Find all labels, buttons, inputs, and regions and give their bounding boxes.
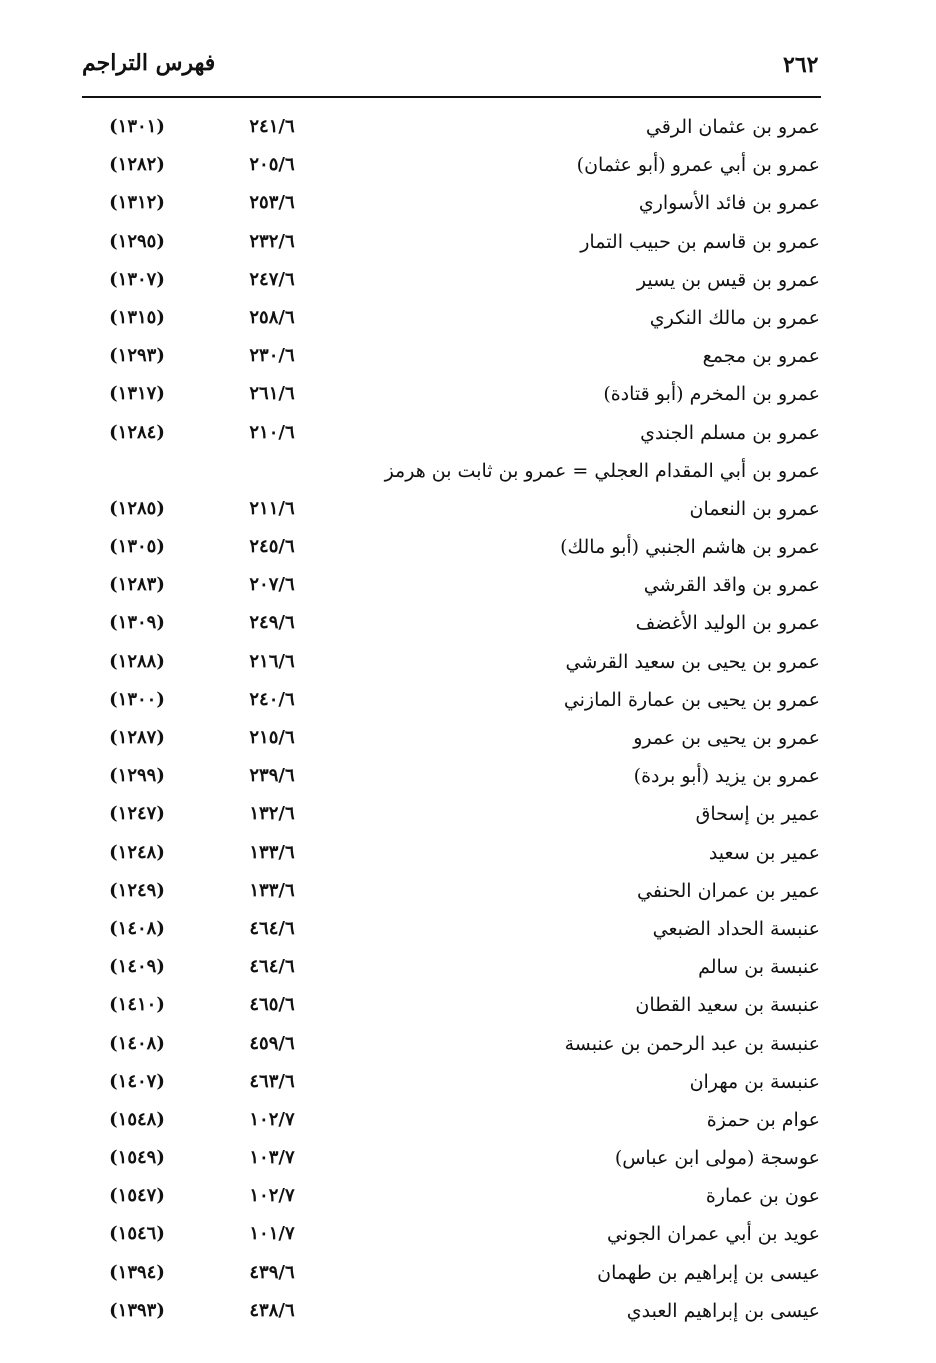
entry-volume-page: ٢٠٧/٦ xyxy=(249,574,295,596)
entry-number: (١٣١٥) xyxy=(109,306,165,328)
index-entry xyxy=(82,1027,822,1065)
index-entry xyxy=(82,301,822,339)
entry-name: عمرو بن المخرم (أبو قتادة) xyxy=(603,383,820,406)
entry-name: عمرو بن يحيى بن عمرو xyxy=(633,727,820,749)
index-entry xyxy=(82,186,822,224)
entry-name: عمير بن عمران الحنفي xyxy=(637,879,820,902)
index-entry xyxy=(82,912,822,950)
entry-name: عمرو بن واقد القرشي xyxy=(643,574,820,597)
entry-name: عمرو بن فائد الأسواري xyxy=(638,192,820,215)
entry-number: (١٢٩٣) xyxy=(109,345,165,367)
index-entry xyxy=(82,759,822,797)
entry-volume-page: ٢٣٩/٦ xyxy=(249,765,295,787)
entry-number: (١٢٤٨) xyxy=(109,841,165,863)
entry-name: عنبسة بن مهران xyxy=(689,1070,820,1093)
entry-volume-page: ٤٣٩/٦ xyxy=(249,1261,295,1283)
index-entry xyxy=(82,263,822,301)
index-entry xyxy=(82,874,822,912)
entry-number: (١٤٠٩) xyxy=(109,956,165,978)
entry-number: (١٢٨٢) xyxy=(109,154,165,176)
entry-name: عمرو بن يحيى بن سعيد القرشي xyxy=(565,650,820,673)
entry-number: (١٤١٠) xyxy=(109,994,165,1016)
entry-name: عمرو بن مجمع xyxy=(702,345,820,368)
index-entry xyxy=(82,721,822,759)
entry-number: (١٣٠٥) xyxy=(109,536,165,558)
entry-name: عمرو بن يزيد (أبو بردة) xyxy=(633,765,820,788)
index-entry xyxy=(82,836,822,874)
entry-number: (١٢٨٣) xyxy=(109,574,165,596)
entry-name: عمرو بن مسلم الجندي xyxy=(640,421,820,444)
entry-volume-page: ٢٤٧/٦ xyxy=(249,268,295,290)
entry-name: عمرو بن قيس بن يسير xyxy=(636,268,820,291)
entry-volume-page: ٤٥٩/٦ xyxy=(249,1032,295,1054)
entry-name: عمرو بن النعمان xyxy=(689,497,820,520)
entry-number: (١٤٠٧) xyxy=(109,1070,165,1092)
entry-name: عمرو بن هاشم الجنبي (أبو مالك) xyxy=(560,536,820,559)
entry-name: عنبسة بن عبد الرحمن بن عنبسة xyxy=(564,1032,820,1055)
entry-number: (١٣٩٤) xyxy=(109,1261,165,1283)
entry-name: عيسى بن إبراهيم بن طهمان xyxy=(597,1261,820,1284)
index-entry xyxy=(82,797,822,835)
entry-number: (١٤٠٨) xyxy=(109,1032,165,1054)
entry-name: عنبسة بن سعيد القطان xyxy=(635,994,820,1017)
entry-volume-page: ٢١١/٦ xyxy=(249,497,295,519)
entry-volume-page: ٢٤١/٦ xyxy=(249,116,295,137)
running-header-title: فهرس التراجم xyxy=(82,50,216,76)
entry-name: عمرو بن أبي المقدام العجلي = عمرو بن ثابت بن هرمز xyxy=(384,459,820,482)
index-entry xyxy=(82,225,822,263)
entry-volume-page: ١٣٣/٦ xyxy=(249,841,295,863)
entry-volume-page: ٢١٥/٦ xyxy=(249,727,295,748)
entry-number: (١٣١٧) xyxy=(109,383,165,405)
entry-number: (١٣٩٣) xyxy=(109,1299,165,1321)
index-entry xyxy=(82,492,822,530)
entry-number: (١٢٤٧) xyxy=(109,803,165,825)
index-entry xyxy=(82,339,822,377)
entry-volume-page: ٢٥٣/٦ xyxy=(249,192,295,214)
entry-volume-page: ٢٤٥/٦ xyxy=(249,536,295,558)
page-number: ٢٦٢ xyxy=(783,52,819,78)
entry-number: (١٢٨٤) xyxy=(109,421,165,443)
entry-name: عنبسة الحداد الضبعي xyxy=(652,917,820,940)
index-entry xyxy=(82,1103,822,1141)
entry-number: (١٢٨٧) xyxy=(109,727,165,748)
entry-name: عمير بن سعيد xyxy=(708,841,820,864)
entry-name: عويد بن أبي عمران الجوني xyxy=(606,1223,820,1246)
entry-volume-page: ٢١٦/٦ xyxy=(249,650,295,672)
entry-volume-page: ١٠٣/٧ xyxy=(249,1147,295,1169)
entry-number: (١٣٠٩) xyxy=(109,612,165,634)
entry-volume-page: ٤٦٣/٦ xyxy=(249,1070,295,1092)
entry-number: (١٥٤٧) xyxy=(109,1185,165,1207)
entry-name: عمرو بن الوليد الأغضف xyxy=(635,612,820,635)
index-entry xyxy=(82,454,822,492)
entry-volume-page: ٢٣٢/٦ xyxy=(249,230,295,252)
entry-number: (١٢٨٨) xyxy=(109,650,165,672)
entry-number: (١٢٩٩) xyxy=(109,765,165,787)
entry-volume-page: ٤٦٥/٦ xyxy=(249,994,295,1016)
entry-name: عمرو بن يحيى بن عمارة المازني xyxy=(563,688,820,711)
index-entry xyxy=(82,950,822,988)
entry-volume-page: ١٠٢/٧ xyxy=(249,1108,295,1130)
entry-number: (١٣٠١) xyxy=(109,116,165,137)
entry-number: (١٣٠٠) xyxy=(109,688,165,710)
entry-volume-page: ٤٣٨/٦ xyxy=(249,1299,295,1321)
index-entry xyxy=(82,1217,822,1255)
index-entry xyxy=(82,1065,822,1103)
entry-volume-page: ١٠٢/٧ xyxy=(249,1185,295,1207)
index-entry xyxy=(82,606,822,644)
entry-number: (١٢٤٩) xyxy=(109,879,165,901)
entry-number: (١٥٤٩) xyxy=(109,1147,165,1169)
entry-name: عمرو بن أبي عمرو (أبو عثمان) xyxy=(576,154,820,177)
index-entry xyxy=(82,1141,822,1179)
entry-volume-page: ٢٦١/٦ xyxy=(249,383,295,405)
entry-volume-page: ٤٦٤/٦ xyxy=(249,917,295,939)
entry-name: عيسى بن إبراهيم العبدي xyxy=(626,1299,820,1322)
entry-volume-page: ٢٤٩/٦ xyxy=(249,612,295,634)
entry-number: (١٢٨٥) xyxy=(109,497,165,519)
index-entry xyxy=(82,110,822,148)
index-entry xyxy=(82,416,822,454)
index-entry xyxy=(82,530,822,568)
entry-name: عوسجة (مولى ابن عباس) xyxy=(614,1147,820,1170)
entry-number: (١٥٤٨) xyxy=(109,1108,165,1130)
index-entry xyxy=(82,1294,822,1332)
entry-number: (١٤٠٨) xyxy=(109,917,165,939)
index-entry xyxy=(82,1256,822,1294)
index-entry xyxy=(82,988,822,1026)
entry-volume-page: ١٣٣/٦ xyxy=(249,879,295,901)
entry-name: عمرو بن قاسم بن حبيب التمار xyxy=(580,230,820,253)
entry-volume-page: ١٠١/٧ xyxy=(249,1223,295,1245)
entry-volume-page: ٢٣٠/٦ xyxy=(249,345,295,367)
index-entry xyxy=(82,568,822,606)
index-entry xyxy=(82,645,822,683)
index-entry xyxy=(82,377,822,415)
entry-volume-page: ٢١٠/٦ xyxy=(249,421,295,443)
entry-name: عوام بن حمزة xyxy=(706,1108,820,1131)
entry-volume-page: ٢٠٥/٦ xyxy=(249,154,295,176)
entry-volume-page: ١٣٢/٦ xyxy=(249,803,295,825)
index-entry xyxy=(82,683,822,721)
entry-volume-page: ٢٤٠/٦ xyxy=(249,688,295,710)
entry-number: (١٢٩٥) xyxy=(109,230,165,252)
index-entry xyxy=(82,1179,822,1217)
entry-number: (١٥٤٦) xyxy=(109,1223,165,1245)
entry-name: عنبسة بن سالم xyxy=(698,956,820,979)
header-divider xyxy=(82,96,821,98)
entry-number: (١٣١٢) xyxy=(109,192,165,214)
index-entry xyxy=(82,148,822,186)
entry-name: عون بن عمارة xyxy=(705,1185,820,1208)
biography-index-list xyxy=(82,110,822,1332)
entry-number: (١٣٠٧) xyxy=(109,268,165,290)
entry-name: عمرو بن مالك النكري xyxy=(649,306,820,329)
entry-name: عمرو بن عثمان الرقي xyxy=(645,116,820,138)
entry-name: عمير بن إسحاق xyxy=(695,803,820,826)
entry-volume-page: ٤٦٤/٦ xyxy=(249,956,295,978)
entry-volume-page: ٢٥٨/٦ xyxy=(249,306,295,328)
